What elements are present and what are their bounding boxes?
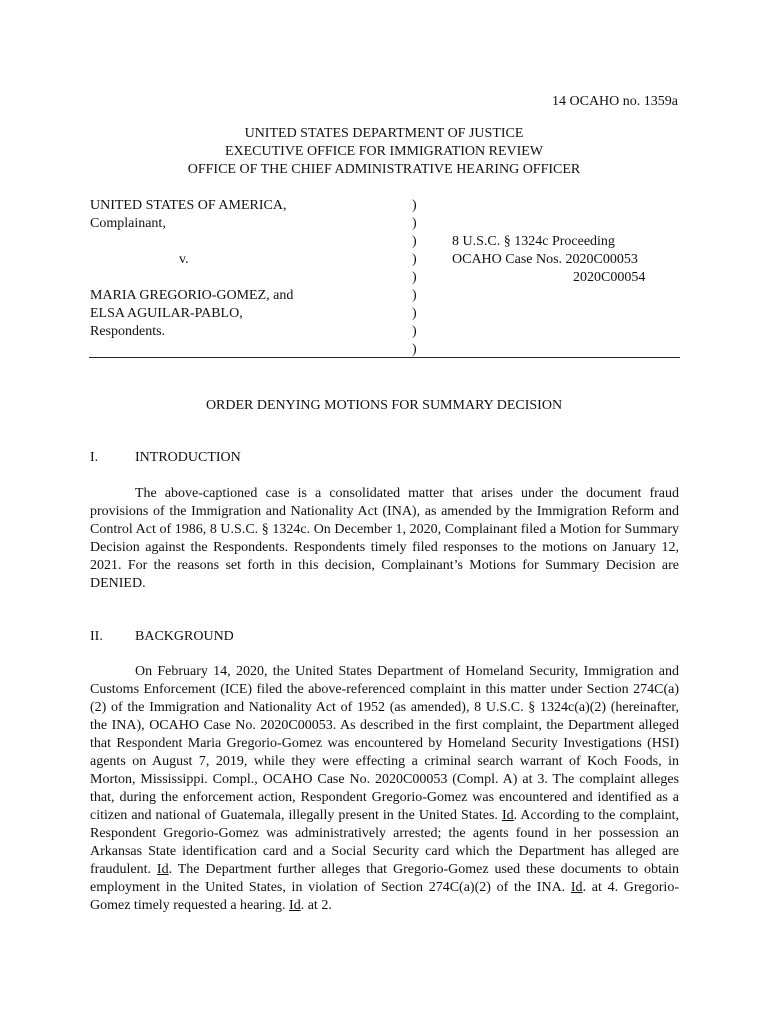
caption-paren: ) [412,216,417,231]
agency-line-3: OFFICE OF THE CHIEF ADMINISTRATIVE HEARING OFFICER [187,162,581,177]
agency-line-1: UNITED STATES DEPARTMENT OF JUSTICE [244,126,524,141]
caption-paren: ) [412,324,417,339]
section-2-heading: BACKGROUND [135,629,234,644]
background-text: . The Department further alleges that Gregorio-Gomez used these documents to obtain employment in the United States, in violation of Section 274C(a)(2) of the INA. [90,862,679,895]
complainant-name: UNITED STATES OF AMERICA, [90,198,287,213]
caption-paren: ) [412,342,417,357]
section-1-heading: INTRODUCTION [135,450,241,465]
versus-label: v. [179,252,189,267]
order-title: ORDER DENYING MOTIONS FOR SUMMARY DECISION [205,398,563,413]
proceeding-label: 8 U.S.C. § 1324c Proceeding [452,234,615,249]
respondent-2-name: ELSA AGUILAR-PABLO, [90,306,243,321]
caption-paren: ) [412,198,417,213]
background-text: On February 14, 2020, the United States Department of Homeland Security, Immigration and Customs Enforcement (ICE) filed the above-referenced complaint in this matter under Section 274C(a)(2) of the Immigration and Nationality Act of 1952 (as amended), 8 U.S.C. § 1324c(a)(2) (hereinafter, the INA), OCAHO Case No. 2020C00053. As described in the first complaint, the Department alleged that Respondent Maria Gregorio-Gomez was encountered by Homeland Security Investigations (HSI) agents on August 7, 2019, while they were effecting a criminal search warrant of Koch Foods, in Morton, Mississippi. Compl., OCAHO Case No. 2020C00053 (Compl. A) at 3. The complaint alleges that, during the enforcement action, Respondent Gregorio-Gomez was encountered and identified as a citizen and national of Guatemala, illegally present in the United States. [90,664,679,823]
background-text: . at 2. [300,898,332,913]
caption-paren: ) [412,288,417,303]
case-number-2: 2020C00054 [573,270,646,285]
agency-line-2: EXECUTIVE OFFICE FOR IMMIGRATION REVIEW [224,144,544,159]
complainant-role: Complainant, [90,216,166,231]
caption-paren: ) [412,270,417,285]
id-citation: Id [289,898,301,913]
caption-paren: ) [412,234,417,249]
respondent-1-name: MARIA GREGORIO-GOMEZ, and [90,288,294,303]
docket-number: 14 OCAHO no. 1359a [552,94,678,109]
introduction-paragraph: The above-captioned case is a consolidated matter that arises under the document fraud provisions of the Immigration and Nationality Act (INA), as amended by the Immigration Reform and Control Act of 1986, 8 U.S.C. § 1324c. On December 1, 2020, Complainant filed a Motion for Summary Decision against the Respondents. Respondents timely filed responses to the motions on January 12, 2021. For the reasons set forth in this decision, Complainant’s Motions for Summary Decision are DENIED. [90,486,679,591]
caption-rule [89,357,680,358]
section-1-number: I. [90,450,99,465]
caption-paren: ) [412,252,417,267]
background-text: . at 4. Gregorio-Gomez timely requested a hearing. [90,880,679,913]
case-numbers: OCAHO Case Nos. 2020C00053 [452,252,638,267]
background-paragraph [90,663,679,915]
id-citation: Id [156,862,169,877]
section-2-number: II. [90,629,103,644]
caption-paren: ) [412,306,417,321]
id-citation: Id [570,880,583,895]
id-citation: Id [501,808,514,823]
respondent-role: Respondents. [90,324,166,339]
background-text: . According to the complaint, Respondent Gregorio-Gomez was administratively arrested; the agents found in her possession an Arkansas State identification card and a Social Security card which the Department has alleged are fraudulent. [90,808,680,877]
